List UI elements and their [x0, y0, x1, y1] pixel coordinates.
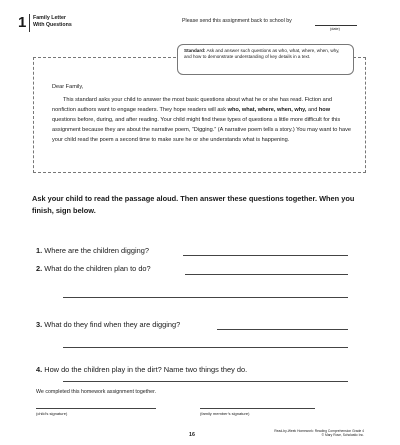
question-text: What do they find when they are digging?	[44, 320, 181, 329]
answer-line-2a[interactable]	[185, 274, 348, 275]
letter-greeting: Dear Family,	[52, 84, 84, 90]
standard-box	[177, 44, 354, 75]
question-text: Where are the children digging?	[44, 246, 149, 255]
child-signature-line[interactable]	[36, 408, 156, 409]
family-signature-caption: (family member’s signature)	[200, 411, 250, 416]
lesson-title	[33, 15, 72, 28]
copyright-line1: Read-by-Week Homework: Reading Comprehension Grade 4	[274, 429, 364, 433]
family-signature-line[interactable]	[200, 408, 315, 409]
letter-body-part3: questions before, during, and after reading. Your child might find these types of questions a little more difficult for this assignment because they are about the narrative poem, “Digging.” (A narrative poem tells a story.) You may want to have your child read the poem a second time to make sure he or she understands what is happening.	[52, 116, 352, 143]
question-1	[36, 246, 149, 255]
question-text: What do the children plan to do?	[44, 264, 151, 273]
letter-body-who: who, what, where, when, why,	[227, 106, 307, 113]
letter-body-part1: This standard asks your child to answer the most basic questions about what he or she has read. Fiction and nonfiction authors want to engage readers. They hope readers will ask	[52, 97, 332, 113]
standard-label: Standard:	[184, 48, 206, 53]
lesson-title-line1: Family Letter	[33, 15, 66, 21]
letter-body	[52, 96, 352, 146]
question-number: 2.	[36, 264, 43, 273]
copyright-line2: © Mary Rose, Scholastic Inc.	[321, 433, 364, 438]
instructions: Ask your child to read the passage aloud. Then answer these questions together. When you finish, sign below.	[32, 194, 355, 215]
lesson-number: 1	[18, 14, 27, 31]
question-number: 3.	[36, 320, 43, 329]
due-date-line	[315, 25, 357, 26]
header-divider	[29, 14, 30, 32]
answer-line-3b[interactable]	[63, 347, 348, 348]
copyright-notice	[274, 429, 364, 438]
due-date-caption: (date)	[330, 27, 340, 31]
question-2	[36, 264, 151, 273]
letter-body-how: how	[318, 106, 331, 113]
answer-line-4a[interactable]	[63, 381, 348, 382]
question-4	[36, 365, 247, 374]
answer-line-1[interactable]	[183, 255, 348, 256]
due-date-prompt: Please send this assignment back to school by	[182, 18, 292, 24]
child-signature-caption: (child’s signature)	[36, 411, 68, 416]
question-3	[36, 320, 180, 329]
question-number: 1.	[36, 246, 43, 255]
page-number: 16	[189, 432, 195, 438]
standard-text: Ask and answer such questions as who, what, where, when, why, and how to demonstrate understanding of key details in a text.	[184, 48, 340, 60]
lesson-title-line2: With Questions	[33, 21, 72, 28]
question-text: How do the children play in the dirt? Name two things they do.	[44, 365, 248, 374]
question-number: 4.	[36, 365, 43, 374]
answer-line-2b[interactable]	[63, 297, 348, 298]
completed-note: We completed this homework assignment together.	[36, 389, 157, 395]
letter-body-part2: and	[306, 106, 319, 113]
answer-line-3a[interactable]	[217, 329, 348, 330]
